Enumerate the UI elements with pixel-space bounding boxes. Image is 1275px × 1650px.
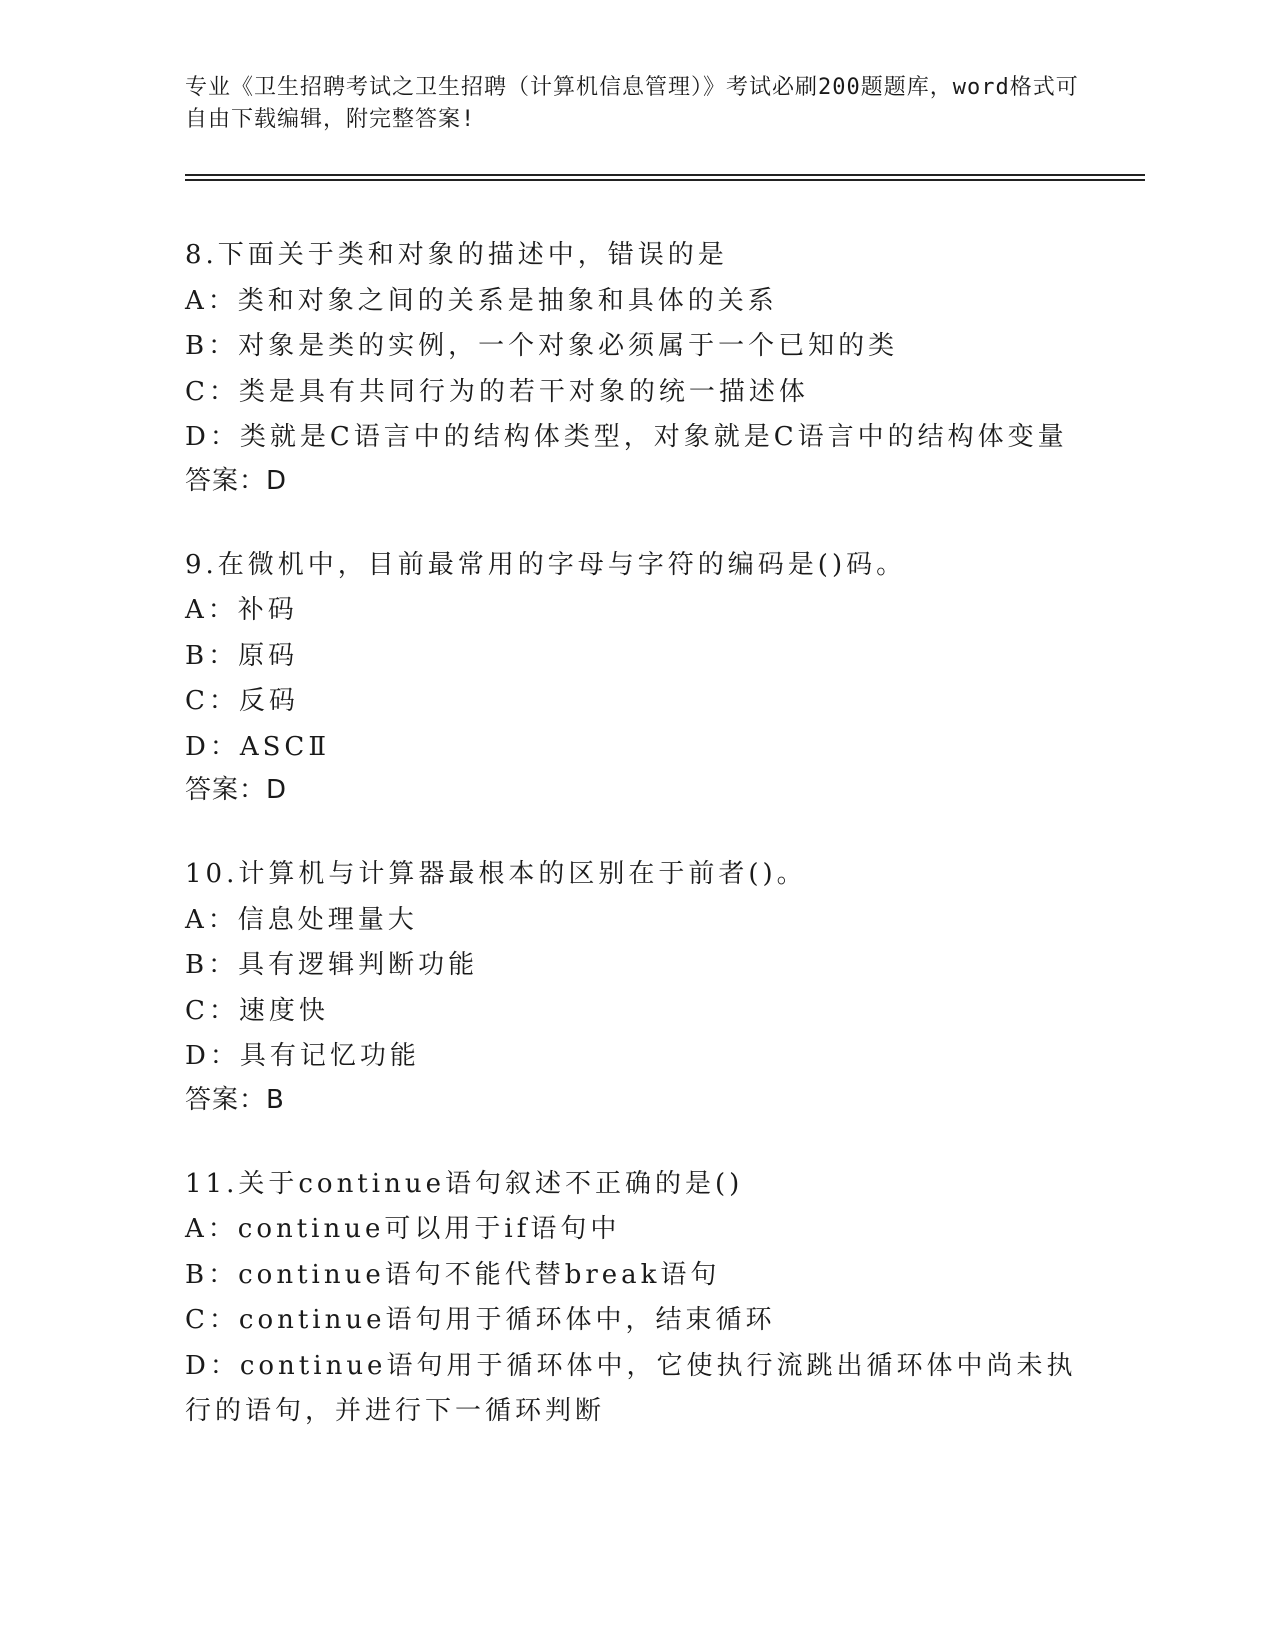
question-10 [185,852,1145,1120]
question-stem: 8.下面关于类和对象的描述中，错误的是 [185,240,728,270]
option-a: A：补码 [185,595,298,625]
option-c: C：类是具有共同行为的若干对象的统一描述体 [185,376,809,407]
question-stem: 11.关于continue语句叙述不正确的是() [185,1168,744,1199]
question-stem: 10.计算机与计算器最根本的区别在于前者()。 [185,859,807,889]
question-8 [185,233,1145,501]
option-b: B：具有逻辑判断功能 [185,950,479,980]
option-d: D：类就是C语言中的结构体类型，对象就是C语言中的结构体变量 [185,422,1068,452]
option-c: C：速度快 [185,995,329,1026]
option-d: D：ASCⅡ [185,731,330,762]
question-list [185,233,1145,1435]
question-11 [185,1162,1145,1435]
document-header: 专业《卫生招聘考试之卫生招聘（计算机信息管理）》考试必刷200题题库，word格式可自由下载编辑，附完整答案! [185,75,1079,132]
option-d: D：continue语句用于循环体中，它使执行流跳出循环体中尚未执行的语句，并进行下一循环判断 [185,1350,1077,1426]
header-double-rule [185,174,1145,181]
answer-line: 答案：B [185,1084,285,1115]
option-d: D：具有记忆功能 [185,1041,420,1071]
option-c: C：continue语句用于循环体中，结束循环 [185,1305,776,1335]
answer-line: 答案：D [185,465,288,496]
option-b: B：continue语句不能代替break语句 [185,1259,721,1290]
option-a: A：类和对象之间的关系是抽象和具体的关系 [185,285,778,316]
question-stem: 9.在微机中，目前最常用的字母与字符的编码是()码。 [185,549,907,580]
option-b: B：原码 [185,640,299,671]
option-b: B：对象是类的实例，一个对象必须属于一个已知的类 [185,331,899,361]
question-9 [185,543,1145,811]
option-c: C：反码 [185,686,299,716]
answer-line: 答案：D [185,775,288,805]
option-a: A：continue可以用于if语句中 [185,1214,621,1244]
document-page [185,72,1145,1477]
option-a: A：信息处理量大 [185,904,418,935]
